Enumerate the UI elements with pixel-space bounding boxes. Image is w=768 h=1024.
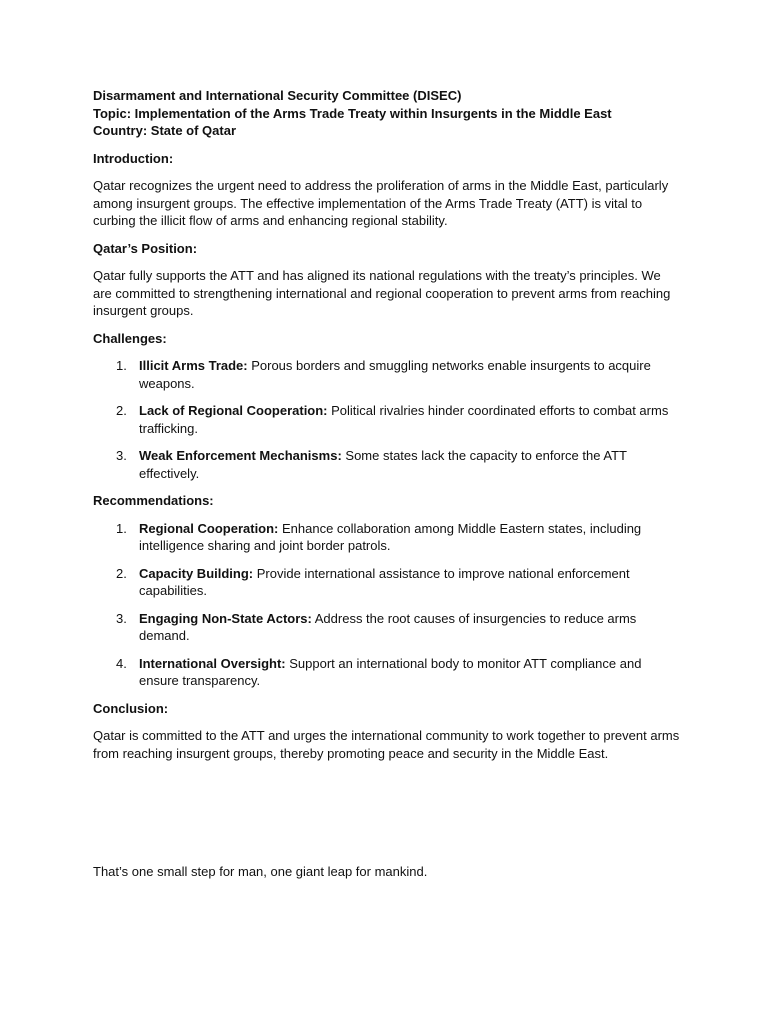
committee-heading: Disarmament and International Security Committee (DISEC) xyxy=(93,88,462,103)
list-term: Regional Cooperation: xyxy=(139,520,279,536)
list-number: 3. xyxy=(116,610,127,626)
list-item xyxy=(93,447,683,482)
list-text: Porous borders and smuggling networks enable insurgents to acquire weapons. xyxy=(139,358,651,391)
list-term: Illicit Arms Trade: xyxy=(139,358,248,373)
list-term: Lack of Regional Cooperation: xyxy=(139,403,328,418)
list-text: Provide international assistance to improve national enforcement capabilities. xyxy=(139,565,630,598)
list-number: 1. xyxy=(116,520,127,536)
country-heading: Country: State of Qatar xyxy=(93,123,237,138)
list-item xyxy=(93,610,683,645)
list-number: 4. xyxy=(116,655,127,671)
list-text: Political rivalries hinder coordinated efforts to combat arms trafficking. xyxy=(139,403,669,436)
conclusion-text: Qatar is committed to the ATT and urges the international community to work together to prevent arms from reaching insurgent groups, thereby promoting peace and security in the Middle East. xyxy=(93,728,680,761)
introduction-text: Qatar recognizes the urgent need to address the proliferation of arms in the Middle East, particularly among insurgent groups. The effective implementation of the Arms Trade Treaty (ATT) is vital to curbing the illicit flow of arms and enhancing regional stability. xyxy=(93,178,669,228)
list-number: 2. xyxy=(116,565,127,581)
list-number: 3. xyxy=(116,448,127,463)
position-text: Qatar fully supports the ATT and has aligned its national regulations with the treaty’s principles. We are committed to strengthening international and regional cooperation to prevent arms from reaching insurgent groups. xyxy=(93,268,671,318)
challenges-title: Challenges: xyxy=(93,330,167,346)
list-item xyxy=(93,565,683,600)
list-term: Capacity Building: xyxy=(139,565,254,581)
topic-heading: Topic: Implementation of the Arms Trade Treaty within Insurgents in the Middle East xyxy=(93,105,612,121)
conclusion-title: Conclusion: xyxy=(93,700,169,716)
challenges-list xyxy=(93,357,683,482)
introduction-title: Introduction: xyxy=(93,150,174,166)
list-number: 1. xyxy=(116,358,127,373)
list-item xyxy=(93,520,683,555)
list-item xyxy=(93,357,683,392)
list-term: Engaging Non-State Actors: xyxy=(139,610,312,626)
list-text: Support an international body to monitor ATT compliance and ensure transparency. xyxy=(139,655,642,688)
list-term: Weak Enforcement Mechanisms: xyxy=(139,448,342,463)
list-term: International Oversight: xyxy=(139,655,286,671)
list-text: Enhance collaboration among Middle Eastern states, including intelligence sharing and joint border patrols. xyxy=(139,520,642,553)
position-title: Qatar’s Position: xyxy=(93,240,198,256)
list-text: Address the root causes of insurgencies to reduce arms demand. xyxy=(139,610,637,643)
list-text: Some states lack the capacity to enforce the ATT effectively. xyxy=(139,448,627,481)
recommendations-list xyxy=(93,520,683,690)
document-body xyxy=(93,87,683,762)
list-number: 2. xyxy=(116,403,127,418)
list-item xyxy=(93,655,683,690)
list-item xyxy=(93,402,683,437)
footer-quote: That’s one small step for man, one giant leap for mankind. xyxy=(93,864,428,879)
recommendations-title: Recommendations: xyxy=(93,493,214,508)
